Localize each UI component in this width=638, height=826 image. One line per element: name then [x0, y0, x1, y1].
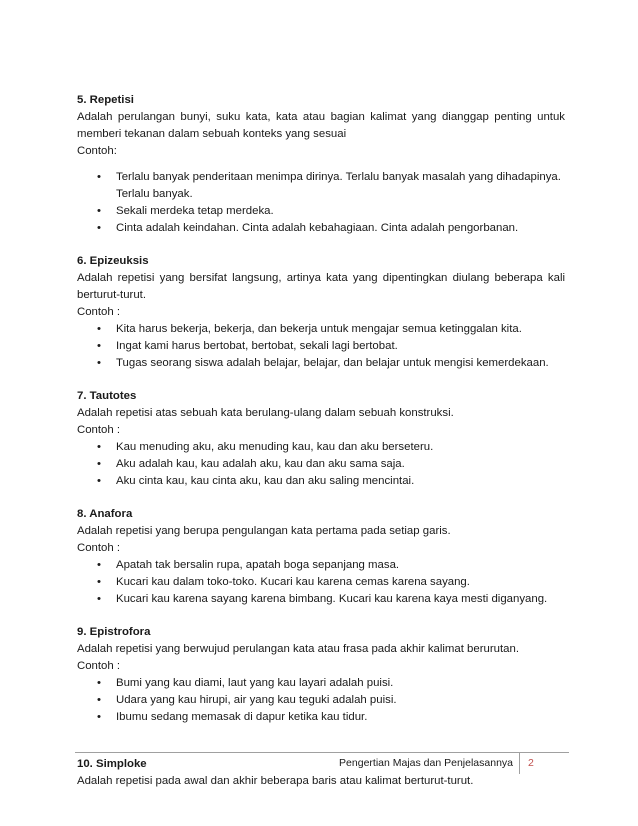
bullet-icon: •: [97, 458, 101, 470]
section-heading: 8. Anafora: [77, 508, 133, 520]
section-heading: 6. Epizeuksis: [77, 255, 149, 267]
section-heading: 7. Tautotes: [77, 390, 137, 402]
example-list: [77, 169, 565, 237]
example-text: Kau menuding aku, aku menuding kau, kau dan aku berseteru.: [116, 441, 434, 453]
example-list: [77, 675, 565, 726]
example-text: Tugas seorang siswa adalah belajar, belajar, dan belajar untuk mengisi kemerdekaan.: [116, 357, 549, 369]
bullet-icon: •: [97, 694, 101, 706]
example-text: Kucari kau dalam toko-toko. Kucari kau karena cemas karena sayang.: [116, 576, 470, 588]
example-list: [77, 321, 565, 372]
section-anafora: [77, 506, 565, 608]
section-definition: Adalah repetisi yang berwujud perulangan kata atau frasa pada akhir kalimat berurutan.: [77, 643, 519, 655]
section-epistrofora: [77, 624, 565, 726]
bullet-icon: •: [97, 441, 101, 453]
example-label: Contoh :: [77, 306, 121, 318]
section-definition: Adalah repetisi atas sebuah kata berulang-ulang dalam sebuah konstruksi.: [77, 407, 454, 419]
example-list: [77, 439, 565, 490]
list-item: [77, 220, 565, 237]
bullet-icon: •: [97, 340, 101, 352]
list-item: [77, 321, 565, 338]
list-item: [77, 709, 565, 726]
section-tautotes: [77, 388, 565, 490]
example-text: Aku cinta kau, kau cinta aku, kau dan aku saling mencintai.: [116, 475, 415, 487]
example-text: Cinta adalah keindahan. Cinta adalah kebahagiaan. Cinta adalah pengorbanan.: [116, 222, 519, 234]
bullet-icon: •: [97, 593, 101, 605]
example-label: Contoh :: [77, 424, 121, 436]
list-item: [77, 692, 565, 709]
example-text: Kucari kau karena sayang karena bimbang. Kucari kau karena kaya mesti diganyang.: [116, 593, 548, 605]
example-text: Ingat kami harus bertobat, bertobat, sekali lagi bertobat.: [116, 340, 398, 352]
example-text: Bumi yang kau diami, laut yang kau layari adalah puisi.: [116, 677, 394, 689]
bullet-icon: •: [97, 323, 101, 335]
footer-title: Pengertian Majas dan Penjelasannya: [339, 757, 513, 769]
example-text: Udara yang kau hirupi, air yang kau teguki adalah puisi.: [116, 694, 397, 706]
section-definition: Adalah perulangan bunyi, suku kata, kata atau bagian kalimat yang dianggap penting untuk memberi tekanan dalam sebuah konteks yang sesuai: [77, 111, 565, 140]
example-list: [77, 557, 565, 608]
example-text: Ibumu sedang memasak di dapur ketika kau tidur.: [116, 711, 368, 723]
example-text: Sekali merdeka tetap merdeka.: [116, 205, 274, 217]
example-text: Terlalu banyak penderitaan menimpa dirinya. Terlalu banyak masalah yang dihadapinya. Terlalu banyak.: [116, 171, 561, 200]
example-label: Contoh:: [77, 145, 117, 157]
list-item: [77, 439, 565, 456]
example-label: Contoh :: [77, 542, 121, 554]
page-footer: [75, 752, 569, 775]
section-heading: 5. Repetisi: [77, 94, 134, 106]
bullet-icon: •: [97, 559, 101, 571]
list-item: [77, 456, 565, 473]
list-item: [77, 203, 565, 220]
example-label: Contoh :: [77, 660, 121, 672]
bullet-icon: •: [97, 222, 101, 234]
list-item: [77, 355, 565, 372]
bullet-icon: •: [97, 475, 101, 487]
section-epizeuksis: [77, 253, 565, 372]
section-definition: Adalah repetisi yang bersifat langsung, artinya kata yang dipentingkan diulang beberapa kali berturut-turut.: [77, 272, 565, 301]
bullet-icon: •: [97, 677, 101, 689]
list-item: [77, 574, 565, 591]
example-text: Apatah tak bersalin rupa, apatah boga sepanjang masa.: [116, 559, 400, 571]
example-text: Kita harus bekerja, bekerja, dan bekerja untuk mengajar semua ketinggalan kita.: [116, 323, 522, 335]
example-text: Aku adalah kau, kau adalah aku, kau dan aku sama saja.: [116, 458, 405, 470]
list-item: [77, 169, 565, 203]
section-definition: Adalah repetisi yang berupa pengulangan kata pertama pada setiap garis.: [77, 525, 451, 537]
bullet-icon: •: [97, 357, 101, 369]
bullet-icon: •: [97, 576, 101, 588]
list-item: [77, 338, 565, 355]
section-heading: 9. Epistrofora: [77, 626, 151, 638]
bullet-icon: •: [97, 711, 101, 723]
bullet-icon: •: [97, 205, 101, 217]
list-item: [77, 675, 565, 692]
list-item: [77, 591, 565, 608]
list-item: [77, 557, 565, 574]
list-item: [77, 473, 565, 490]
document-body: [77, 92, 565, 790]
section-heading: 10. Simploke: [77, 758, 147, 770]
page-number: 2: [519, 753, 569, 774]
section-definition: Adalah repetisi pada awal dan akhir beberapa baris atau kalimat berturut-turut.: [77, 775, 474, 787]
section-repetisi: [77, 92, 565, 237]
bullet-icon: •: [97, 171, 101, 183]
